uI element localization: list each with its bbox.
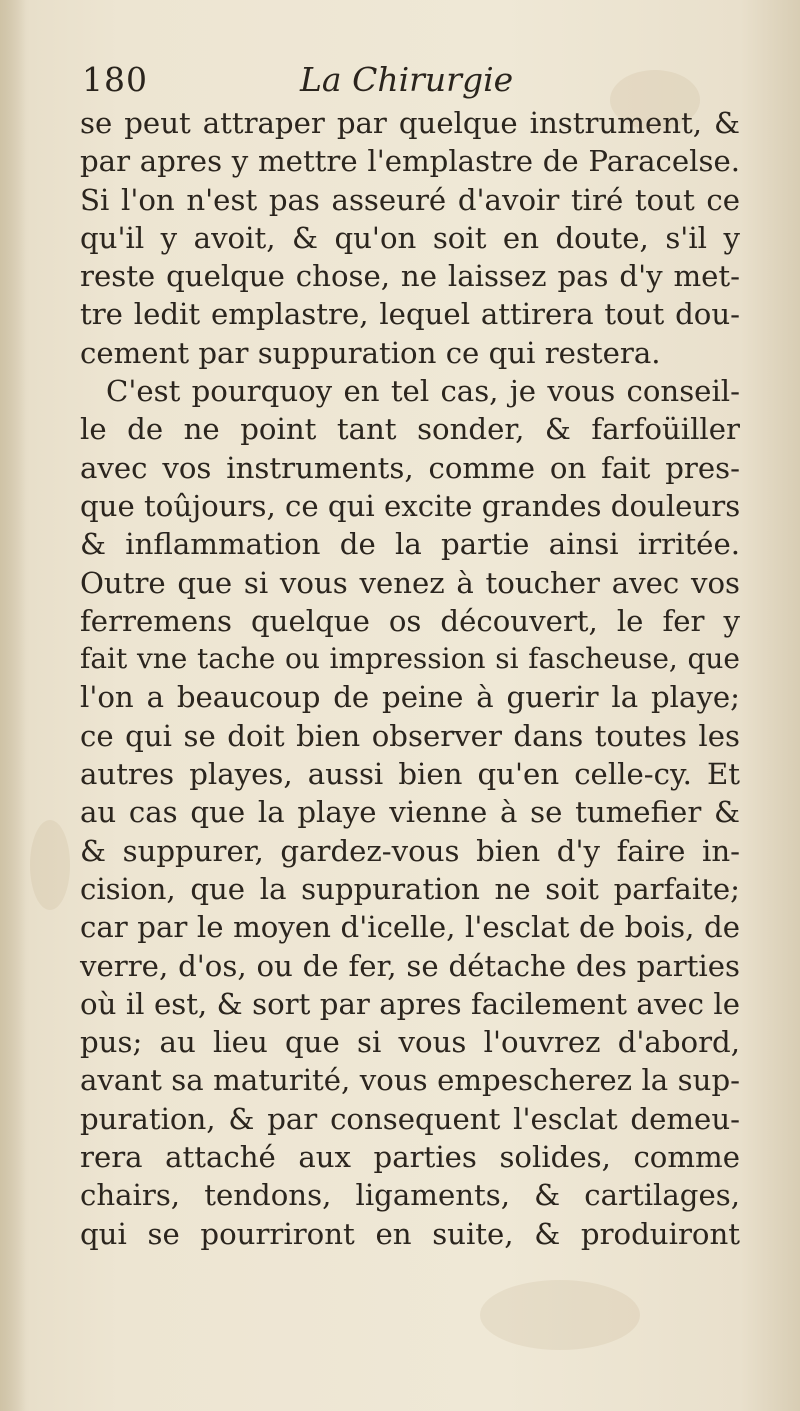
- text-line: au cas que la playe vienne à se tumefier &: [80, 795, 740, 830]
- text-line: verre, d'os, ou de fer, se détache des parties: [80, 948, 740, 983]
- text-line: & inflammation de la partie ainsi irritée.: [80, 527, 740, 562]
- text-line: pus; au lieu que si vous l'ouvrez d'abord,: [80, 1025, 740, 1060]
- text-line: se peut attraper par quelque instrument, &: [80, 106, 740, 140]
- text-line: puration, & par consequent l'esclat demeu-: [80, 1101, 740, 1136]
- text-line: avec vos instruments, comme on fait pres-: [80, 450, 740, 485]
- text-line: qu'il y avoit, & qu'on soit en doute, s'il y: [80, 220, 740, 255]
- text-line: fait vne tache ou impression si fascheuse, que: [80, 642, 740, 676]
- text-line: C'est pourquoy en tel cas, je vous conseil-: [106, 374, 740, 409]
- paper-stain: [480, 1280, 640, 1350]
- text-line: & suppurer, gardez-vous bien d'y faire in-: [80, 833, 740, 868]
- text-line: avant sa maturité, vous empescherez la sup-: [80, 1063, 740, 1098]
- text-line: ferremens quelque os découvert, le fer y: [80, 603, 740, 638]
- page-gutter-shadow: [0, 0, 26, 1411]
- text-line: qui se pourriront en suite, & produiront: [80, 1216, 740, 1251]
- text-line: autres playes, aussi bien qu'en celle-cy. Et: [80, 757, 740, 792]
- page-number: 180: [82, 60, 148, 99]
- body-text: [80, 104, 740, 1253]
- text-line: ce qui se doit bien observer dans toutes les: [80, 718, 740, 753]
- text-line: rera attaché aux parties solides, comme: [80, 1140, 740, 1175]
- text-line: car par le moyen d'icelle, l'esclat de bois, de: [80, 910, 740, 945]
- text-line: tre ledit emplastre, lequel attirera tout dou-: [80, 297, 740, 332]
- text-line: Outre que si vous venez à toucher avec vos: [80, 565, 740, 600]
- paper-stain: [30, 820, 70, 910]
- text-line: que toûjours, ce qui excite grandes douleurs: [80, 488, 741, 523]
- text-line: cement par suppuration ce qui restera.: [80, 335, 661, 370]
- text-line: par apres y mettre l'emplastre de Paracelse.: [80, 144, 740, 179]
- running-title: La Chirurgie: [300, 60, 514, 99]
- text-line: où il est, & sort par apres facilement avec le: [80, 986, 740, 1021]
- text-line: Si l'on n'est pas asseuré d'avoir tiré tout ce: [80, 182, 740, 217]
- text-line: l'on a beaucoup de peine à guerir la playe;: [80, 680, 740, 715]
- text-line: le de ne point tant sonder, & farfoüiller: [80, 412, 740, 447]
- text-line: cision, que la suppuration ne soit parfaite;: [80, 871, 740, 906]
- text-line: chairs, tendons, ligaments, & cartilages,: [80, 1178, 740, 1213]
- text-line: reste quelque chose, ne laissez pas d'y met-: [80, 259, 740, 294]
